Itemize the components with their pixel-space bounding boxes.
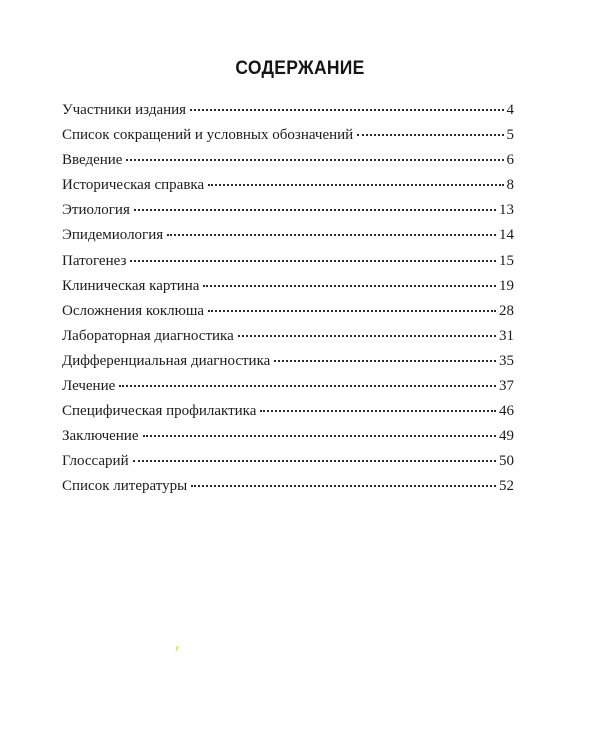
toc-entry-label: Осложнения коклюша	[62, 302, 205, 319]
toc-dot-leader	[126, 159, 503, 161]
toc-entry-label: Глоссарий	[62, 453, 129, 470]
toc-dot-leader	[167, 234, 496, 236]
toc-entry[interactable]	[62, 376, 514, 401]
page-title: СОДЕРЖАНИЕ	[235, 58, 365, 79]
toc-entry[interactable]	[62, 251, 514, 276]
toc-entry-label: Введение	[62, 152, 123, 169]
toc-entry-label: Участники издания	[62, 102, 187, 118]
toc-dot-leader	[133, 460, 496, 462]
toc-entry-page: 15	[499, 252, 514, 269]
toc-dot-leader	[260, 410, 496, 412]
toc-entry-page: 19	[499, 277, 514, 294]
toc-entry-label: Клиническая картина	[62, 277, 200, 294]
toc-entry-label: Список литературы	[62, 478, 188, 495]
toc-dot-leader	[238, 335, 496, 337]
toc-entry[interactable]	[62, 301, 514, 326]
toc-entry-page: 8	[506, 177, 514, 194]
toc-entry[interactable]	[62, 426, 514, 451]
toc-entry[interactable]	[62, 276, 514, 301]
toc-entry-page: 49	[499, 428, 514, 445]
toc-dot-leader	[134, 209, 496, 211]
toc-dot-leader	[357, 134, 503, 136]
toc-entry-label: Лечение	[62, 378, 116, 395]
toc-entry-page: 4	[506, 102, 514, 118]
toc-entry[interactable]	[62, 200, 514, 225]
toc-entry[interactable]	[62, 225, 514, 250]
toc-entry[interactable]	[62, 125, 514, 150]
toc-entry[interactable]	[62, 150, 514, 175]
toc-entry-page: 46	[499, 403, 514, 420]
toc-entry-label: Этиология	[62, 202, 130, 219]
toc-dot-leader	[274, 360, 496, 362]
toc-dot-leader	[208, 310, 496, 312]
toc-entry-page: 6	[506, 152, 514, 169]
table-of-contents	[62, 100, 514, 502]
toc-entry-label: Список сокращений и условных обозначений	[62, 127, 354, 144]
toc-entry-label: Эпидемиология	[62, 227, 164, 244]
toc-dot-leader	[191, 485, 496, 487]
toc-entry-page: 5	[506, 127, 514, 144]
toc-entry-page: 31	[499, 327, 514, 344]
toc-entry-page: 13	[499, 202, 514, 219]
toc-entry-page: 28	[499, 302, 514, 319]
toc-dot-leader	[130, 260, 496, 262]
toc-entry-label: Дифференциальная диагностика	[62, 352, 271, 369]
toc-dot-leader	[190, 109, 503, 111]
toc-dot-leader	[203, 285, 496, 287]
toc-entry[interactable]	[62, 326, 514, 351]
toc-entry[interactable]	[62, 476, 514, 501]
toc-entry-label: Лабораторная диагностика	[62, 327, 234, 344]
toc-entry-label: Специфическая профилактика	[62, 403, 257, 420]
print-speck	[175, 646, 179, 651]
toc-entry-label: Заключение	[62, 428, 139, 445]
toc-entry-label: Историческая справка	[62, 177, 205, 194]
toc-dot-leader	[119, 385, 496, 387]
toc-entry[interactable]	[62, 451, 514, 476]
toc-entry-label: Патогенез	[62, 252, 127, 269]
toc-entry[interactable]	[62, 175, 514, 200]
toc-entry-page: 50	[499, 453, 514, 470]
toc-dot-leader	[143, 435, 497, 437]
toc-dot-leader	[208, 184, 503, 186]
toc-entry[interactable]	[62, 100, 514, 125]
toc-entry-page: 35	[499, 352, 514, 369]
toc-entry-page: 52	[499, 478, 514, 495]
toc-entry-page: 37	[499, 378, 514, 395]
toc-entry-page: 14	[499, 227, 514, 244]
toc-entry[interactable]	[62, 401, 514, 426]
toc-entry[interactable]	[62, 351, 514, 376]
